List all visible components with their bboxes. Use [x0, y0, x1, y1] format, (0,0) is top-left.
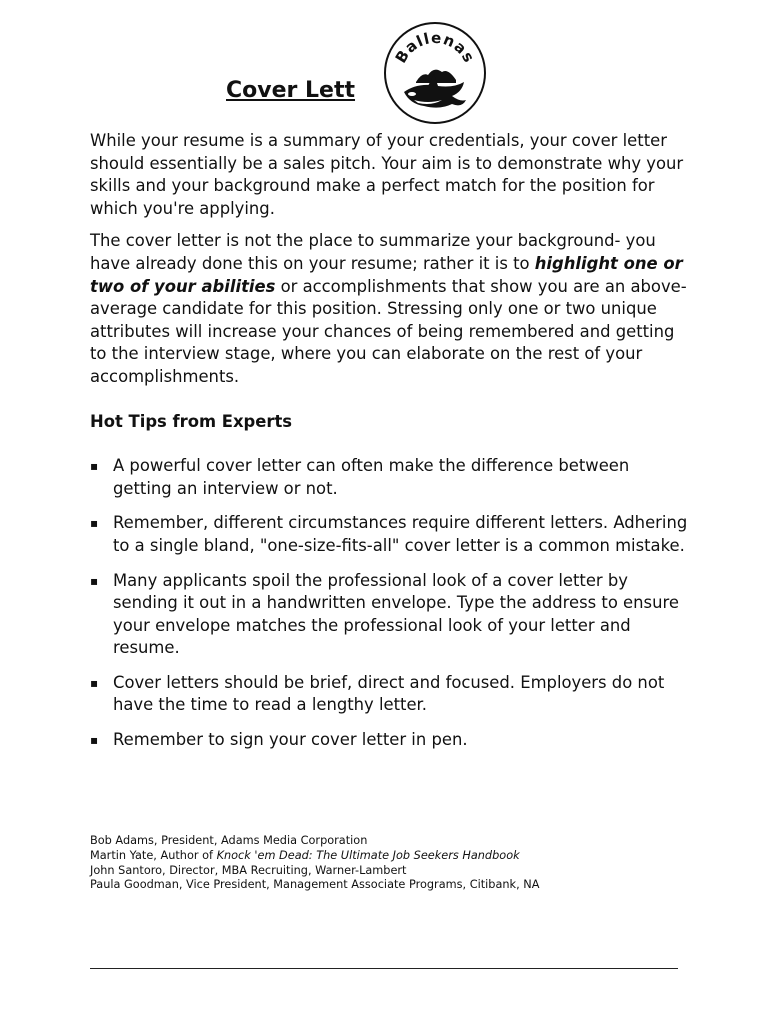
second-paragraph-part2: or accomplishments that show you are an above-average candidate for this position. Stressing only one or two unique attributes will increase your chances of being remembered and getting to the interview stage, where you can elaborate on the rest of your accomplishments. [90, 276, 687, 386]
tip-text: Cover letters should be brief, direct and focused. Employers do not have the time to read a lengthy letter. [113, 672, 665, 715]
intro-paragraph: While your resume is a summary of your credentials, your cover letter should essentially be a sales pitch. Your aim is to demonstrate why your skills and your background make a perfect match for the position for which you're applying. [90, 131, 684, 218]
logo-text: Ballenas [391, 28, 479, 67]
tip-text: Many applicants spoil the professional look of a cover letter by sending it out in a handwritten envelope. Type the address to ensure your envelope matches the professional look of your letter and resume. [113, 570, 679, 658]
tip-text: A powerful cover letter can often make the difference between getting an interview or not. [113, 456, 630, 498]
highlighted-phrase: highlight one or two of your abilities [90, 253, 683, 296]
source-line [90, 849, 690, 864]
bullet-icon: ▪ [90, 733, 99, 748]
list-item [90, 729, 690, 752]
list-item [90, 570, 690, 660]
tip-text: Remember to sign your cover letter in pen. [113, 730, 468, 750]
section-title: Hot Tips from Experts [90, 411, 293, 431]
bullet-icon: ▪ [90, 459, 99, 474]
sources-list [90, 834, 690, 893]
page-title: Cover Lett [226, 78, 356, 103]
book-title: Knock 'em Dead: The Ultimate Job Seekers Handbook [216, 848, 520, 862]
orca-logo-icon [382, 20, 488, 126]
tips-list [90, 455, 690, 752]
source-line: Paula Goodman, Vice President, Management Associate Programs, Citibank, NA [90, 878, 540, 892]
ballenas-logo [382, 20, 488, 126]
list-item [90, 512, 690, 557]
bullet-icon: ▪ [90, 675, 99, 690]
tip-text: Remember, different circumstances require different letters. Adhering to a single bland, "one-size-fits-all" cover letter is a common mistake. [113, 513, 688, 555]
list-item [90, 455, 690, 500]
list-item [90, 672, 690, 717]
source-line: Bob Adams, President, Adams Media Corporation [90, 834, 368, 847]
second-paragraph-part1: The cover letter is not the place to summarize your background- you have already done this on your resume; rather it is to [90, 231, 656, 273]
bullet-icon: ▪ [90, 573, 99, 588]
source-line: John Santoro, Director, MBA Recruiting, Warner-Lambert [90, 863, 407, 877]
footer-divider [90, 968, 678, 969]
bullet-icon: ▪ [90, 516, 99, 531]
document-body [90, 130, 690, 764]
source-prefix: Martin Yate, Author of [90, 848, 217, 862]
second-paragraph [90, 230, 690, 388]
